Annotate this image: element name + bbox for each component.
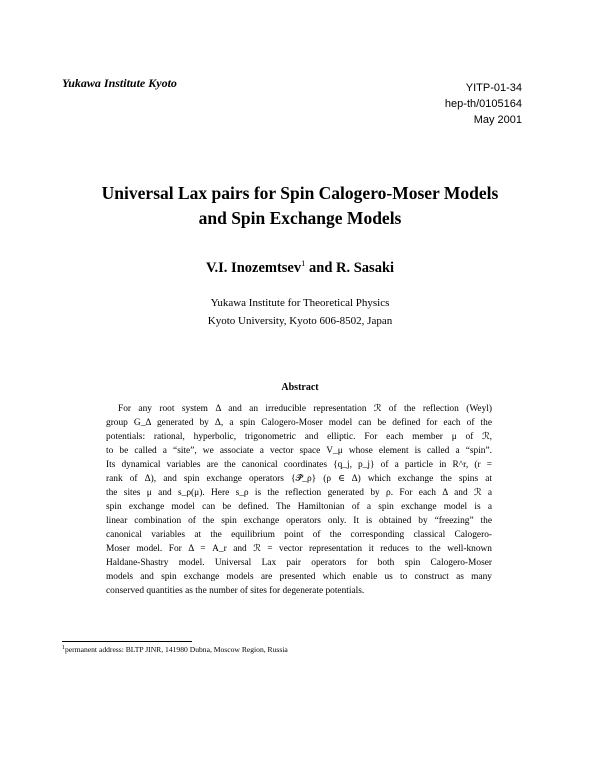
footnote-mark: 1 <box>62 645 65 651</box>
title-line-1: Universal Lax pairs for Spin Calogero-Moser Models <box>101 183 499 203</box>
abstract-body <box>106 402 492 598</box>
abstract-line: For any root system Δ and an irreducible representation ℛ of the reflection (Weyl) <box>118 404 492 414</box>
paper-title <box>0 181 600 231</box>
abstract-line: linear combination of the spin exchange operators only. It is obtained by “freezing” the <box>106 516 492 526</box>
title-line-2: and Spin Exchange Models <box>198 208 402 228</box>
abstract-line: Moser model. For Δ = A_r and ℛ = vector representation it reduces to the well-known <box>106 544 492 554</box>
abstract-line: models and spin exchange models are presented which enable us to construct as many <box>106 572 492 582</box>
abstract-line: potentials: rational, hyperbolic, trigonometric and elliptic. For each member μ of ℛ, <box>106 432 492 442</box>
arxiv-id: hep-th/0105164 <box>444 98 522 110</box>
footnote-text: permanent address: BLTP JINR, 141980 Dubna, Moscow Region, Russia <box>65 645 288 654</box>
author-1: V.I. Inozemtsev <box>205 260 302 276</box>
preprint-info <box>445 80 522 128</box>
footnote-rule <box>62 641 192 642</box>
institute-name: Yukawa Institute Kyoto <box>62 76 177 90</box>
affiliation-line-1: Yukawa Institute for Theoretical Physics <box>210 297 390 309</box>
author-connector: and <box>309 260 333 276</box>
abstract-line: rank of Δ), and spin exchange operators {𝒫̂_ρ} (ρ ∈ Δ) which exchange the spins at <box>106 474 492 484</box>
abstract-line: the sites μ and s_ρ(μ). Here s_ρ is the reflection generated by ρ. For each Δ and ℛ a <box>106 488 492 498</box>
abstract-line: Haldane-Shastry model. Universal Lax pair operators for both spin Calogero-Moser <box>106 558 492 568</box>
abstract-line: group G_Δ generated by Δ, a spin Calogero-Moser model can be defined for each of the <box>106 418 492 428</box>
abstract-line: spin exchange model can be defined. The Hamiltonian of a spin exchange model is a <box>106 502 492 512</box>
publication-date: May 2001 <box>473 114 522 126</box>
affiliation <box>0 294 600 330</box>
footnote-marker: 1 <box>301 258 306 268</box>
abstract-line: canonical variables at the equilibrium point of the corresponding classical Calogero- <box>106 530 492 540</box>
abstract-heading: Abstract <box>281 382 319 393</box>
author-2: R. Sasaki <box>336 260 395 276</box>
footnote <box>62 645 288 654</box>
author-list <box>0 258 600 277</box>
report-number: YITP-01-34 <box>465 82 522 94</box>
abstract-line: conserved quantities as the number of sites for degenerate potentials. <box>106 586 365 596</box>
abstract-line: to be called a “site”, we associate a vector space V_μ whose element is called a “spin”. <box>106 446 492 456</box>
abstract-line: Its dynamical variables are the canonical coordinates {q_j, p_j} of a particle in R^r, (r = <box>106 460 492 470</box>
affiliation-line-2: Kyoto University, Kyoto 606-8502, Japan <box>207 315 393 327</box>
